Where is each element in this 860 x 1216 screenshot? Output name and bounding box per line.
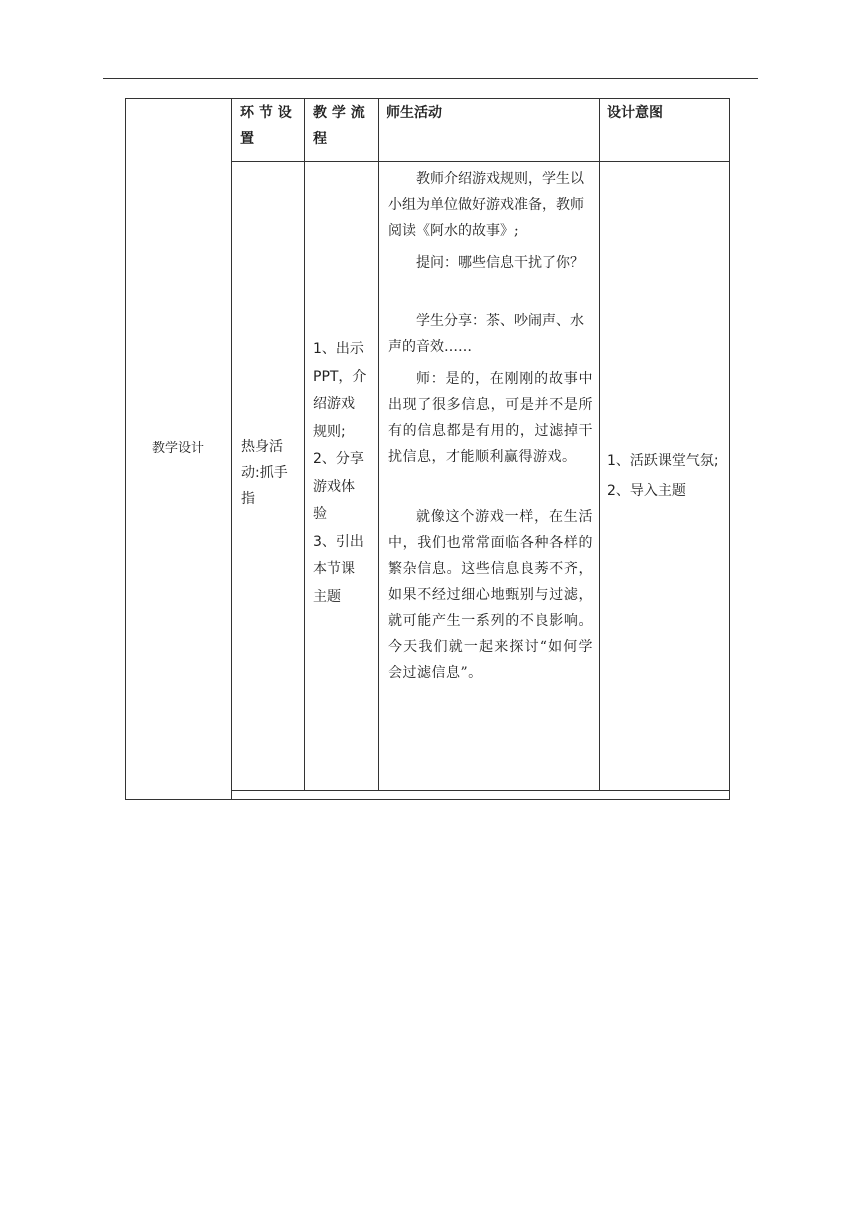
stage-line: 动:抓手: [241, 465, 288, 481]
header-rule: [103, 78, 758, 79]
activity-paragraph: 就像这个游戏一样，在生活中，我们也常常面临各种各样的繁杂信息。这些信息良莠不齐，如果不经过细心地甄别与过滤，就可能产生一系列的不良影响。今天我们就一起来探讨“如何学会过滤信息”。: [388, 509, 593, 681]
process-line: 1、出示: [313, 341, 364, 357]
process-line: 主题: [313, 588, 341, 605]
header-activity: 师生活动: [386, 105, 442, 121]
stage-line: 热身活: [241, 439, 283, 455]
column-divider: [378, 98, 379, 790]
process-line: 规则;: [313, 423, 346, 440]
process-line: 3、引出: [313, 533, 364, 550]
process-line: 验: [313, 506, 327, 522]
process-line: 本节课: [313, 561, 355, 577]
activity-paragraph: 教师介绍游戏规则，学生以小组为单位做好游戏准备，教师阅读《阿水的故事》;: [388, 171, 584, 239]
header-stage-line: 环 节 设: [240, 105, 292, 121]
process-line: PPT，介: [313, 368, 367, 385]
process-line: 2、分享: [313, 451, 364, 467]
process-line: 绍游戏: [313, 396, 355, 412]
header-stage-line: 置: [240, 131, 254, 147]
stage-line: 指: [241, 491, 255, 507]
header-process-line: 教 学 流: [313, 105, 365, 121]
activity-paragraph: 学生分享：茶、吵闹声、水声的音效……: [388, 313, 584, 355]
column-divider: [599, 98, 600, 790]
section-label: 教学设计: [151, 441, 204, 456]
activity-paragraph: 师：是的，在刚刚的故事中出现了很多信息，可是并不是所有的信息都是有用的，过滤掉干扰信息，才能顺利赢得游戏。: [388, 371, 593, 465]
process-cell: [313, 336, 366, 611]
header-row-divider: [231, 161, 730, 162]
intent-line: 1、活跃课堂气氛;: [607, 453, 719, 469]
intent-line: 2、导入主题: [607, 483, 686, 499]
header-process-line: 程: [313, 131, 327, 147]
row-divider: [231, 790, 730, 791]
intent-cell: [607, 446, 719, 506]
header-process: [313, 100, 365, 152]
header-stage: [240, 100, 292, 152]
stage-cell: [241, 434, 288, 512]
header-intent: 设计意图: [607, 105, 663, 121]
column-divider: [231, 98, 232, 800]
process-line: 游戏体: [313, 478, 355, 495]
column-divider: [304, 98, 305, 790]
activity-paragraph: 提问：哪些信息干扰了你？: [416, 255, 584, 271]
